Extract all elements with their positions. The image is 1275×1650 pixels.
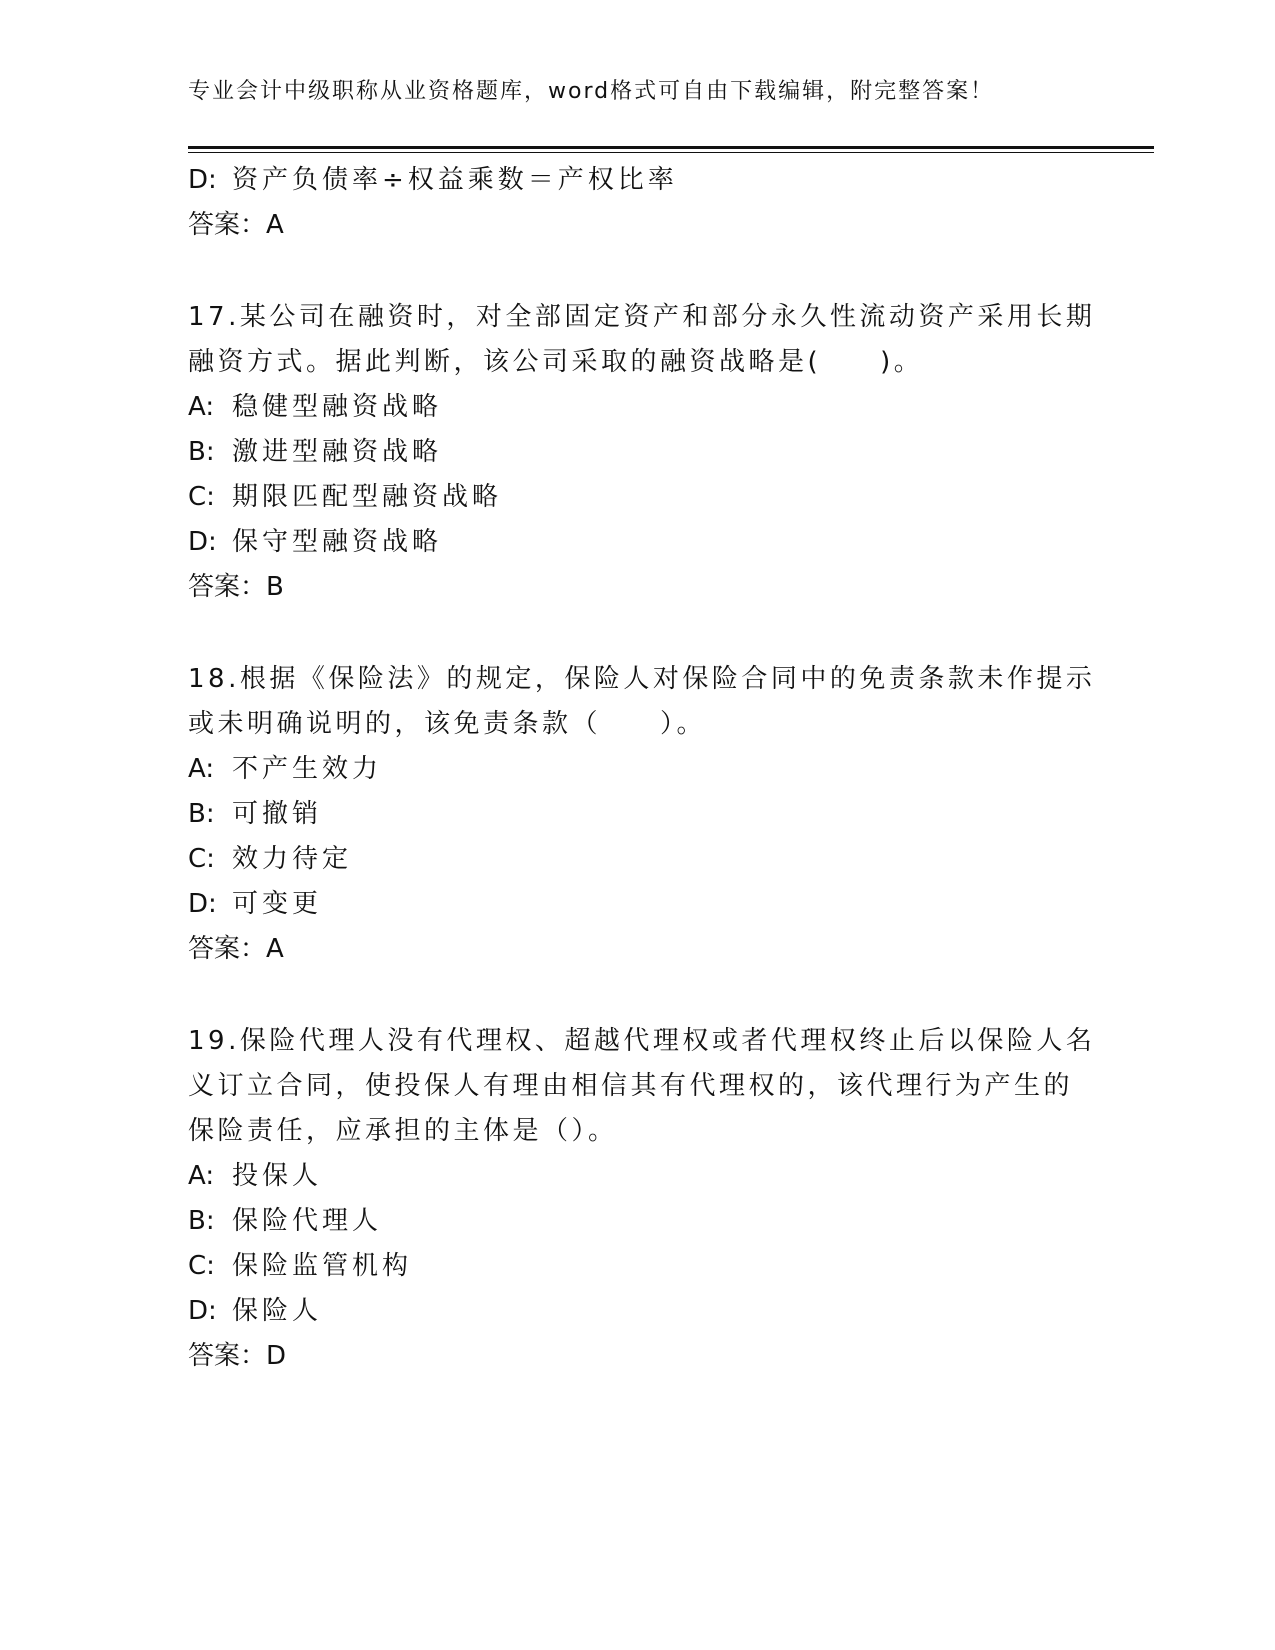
option-letter: D:	[188, 165, 217, 195]
option-d	[188, 520, 1088, 565]
option-text: 稳健型融资战略	[232, 392, 443, 422]
option-a	[188, 1154, 1088, 1199]
option-letter: C:	[188, 482, 215, 512]
page-header: 专业会计中级职称从业资格题库，word格式可自由下载编辑，附完整答案！	[188, 79, 995, 104]
option-letter: B:	[188, 1206, 215, 1236]
option-letter: B:	[188, 437, 215, 467]
option-d	[188, 882, 1088, 927]
option-a	[188, 385, 1088, 430]
question-stem-line: 17.某公司在融资时，对全部固定资产和部分永久性流动资产采用长期	[188, 302, 1096, 332]
option-text: 投保人	[232, 1161, 323, 1191]
question-stem-line: 义订立合同，使投保人有理由相信其有代理权的，该代理行为产生的	[188, 1071, 1074, 1101]
spacer	[188, 248, 1088, 295]
answer-line: 答案：D	[188, 1341, 287, 1371]
option-b	[188, 792, 1088, 837]
option-b	[188, 1199, 1088, 1244]
question-19	[188, 1019, 1096, 1379]
option-letter: A:	[188, 754, 215, 784]
question-17	[188, 295, 1096, 610]
option-text: 可变更	[232, 889, 323, 919]
option-text: 效力待定	[232, 844, 353, 874]
answer-line: 答案：A	[188, 934, 284, 964]
question-stem-line: 保险责任，应承担的主体是（）。	[188, 1116, 618, 1146]
option-d	[188, 1289, 1088, 1334]
option-text: 不产生效力	[232, 754, 383, 784]
spacer	[188, 610, 1088, 657]
option-letter: D:	[188, 889, 217, 919]
option-text: 保险人	[232, 1296, 323, 1326]
option-c	[188, 475, 1088, 520]
option-d	[188, 158, 1088, 203]
question-stem-line: 18.根据《保险法》的规定，保险人对保险合同中的免责条款未作提示	[188, 664, 1096, 694]
option-text: 保守型融资战略	[232, 527, 443, 557]
answer-line: 答案：B	[188, 572, 284, 602]
question-18	[188, 657, 1096, 972]
question-stem-line: 19.保险代理人没有代理权、超越代理权或者代理权终止后以保险人名	[188, 1026, 1096, 1056]
question-stem-line: 融资方式。据此判断，该公司采取的融资战略是( )。	[188, 347, 924, 377]
option-letter: B:	[188, 799, 215, 829]
option-text: 保险代理人	[232, 1206, 383, 1236]
option-letter: D:	[188, 1296, 217, 1326]
option-letter: C:	[188, 844, 215, 874]
option-text: 资产负债率÷权益乘数＝产权比率	[232, 165, 678, 195]
option-text: 可撤销	[232, 799, 323, 829]
option-text: 激进型融资战略	[232, 437, 443, 467]
question-stem-line: 或未明确说明的，该免责条款（ ）。	[188, 709, 707, 739]
document-body	[188, 158, 1096, 1379]
option-a	[188, 747, 1088, 792]
option-b	[188, 430, 1088, 475]
option-c	[188, 1244, 1088, 1289]
spacer	[188, 972, 1088, 1019]
header-rule-thick	[188, 146, 1154, 149]
option-letter: C:	[188, 1251, 215, 1281]
answer-line: 答案：A	[188, 210, 284, 240]
option-letter: A:	[188, 1161, 215, 1191]
option-letter: D:	[188, 527, 217, 557]
option-letter: A:	[188, 392, 215, 422]
option-text: 期限匹配型融资战略	[232, 482, 503, 512]
option-text: 保险监管机构	[232, 1251, 413, 1281]
option-c	[188, 837, 1088, 882]
header-rule-thin	[188, 152, 1154, 153]
